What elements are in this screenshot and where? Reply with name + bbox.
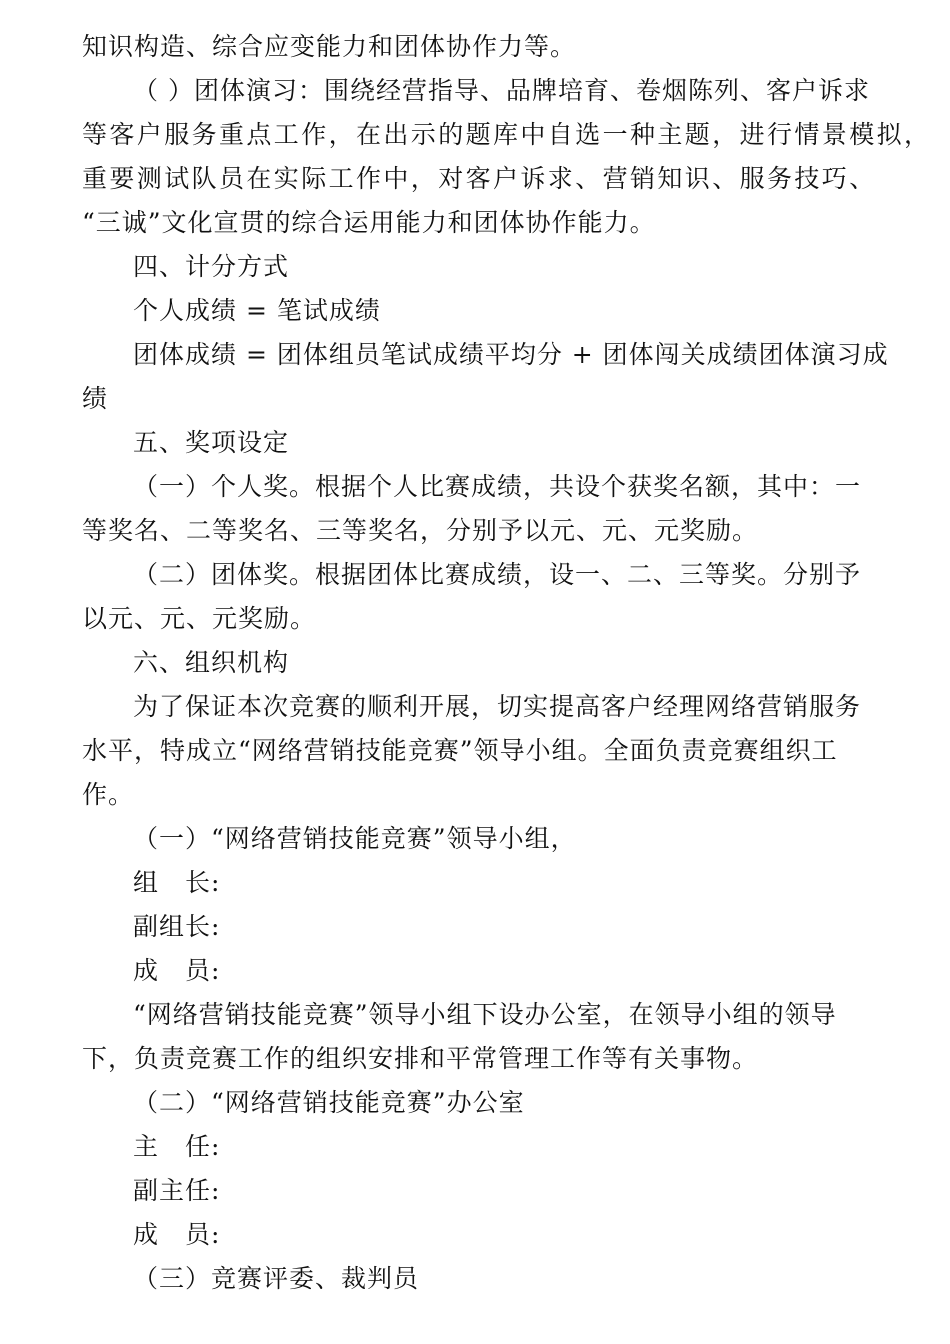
paragraph-line: 以元、元、元奖励。 — [82, 604, 317, 633]
team-score-formula: 团体成绩 = 团体组员笔试成绩平均分 + 团体闯关成绩团体演习成 — [133, 340, 889, 369]
paragraph-line: （ ）团体演习：围绕经营指导、品牌培育、卷烟陈列、客户诉求 — [133, 76, 870, 105]
director-field: 主 任: — [133, 1132, 221, 1161]
paragraph-line: “网络营销技能竞赛”领导小组下设办公室，在领导小组的领导 — [133, 1000, 837, 1029]
paragraph-line: 作。 — [82, 780, 135, 809]
subsection-heading: （三）竞赛评委、裁判员 — [133, 1264, 420, 1293]
individual-score-formula: 个人成绩 = 笔试成绩 — [133, 296, 381, 325]
paragraph-line: 重要测试队员在实际工作中，对客户诉求、营销知识、服务技巧、 — [82, 164, 877, 193]
paragraph-line: 知识构造、综合应变能力和团体协作力等。 — [82, 32, 577, 61]
subsection-heading: （一）“网络营销技能竞赛”领导小组， — [133, 824, 577, 853]
section-heading: 六、组织机构 — [133, 648, 290, 677]
section-heading: 四、计分方式 — [133, 252, 290, 281]
paragraph-line: 等客户服务重点工作，在出示的题库中自选一种主题，进行情景模拟， — [82, 120, 932, 149]
paragraph-line: 等奖名、二等奖名、三等奖名，分别予以元、元、元奖励。 — [82, 516, 759, 545]
members-field: 成 员: — [133, 1220, 221, 1249]
team-award: （二）团体奖。根据团体比赛成绩，设一、二、三等奖。分别予 — [133, 560, 862, 589]
subsection-heading: （二）“网络营销技能竞赛”办公室 — [133, 1088, 525, 1117]
paragraph-line: 绩 — [82, 384, 109, 413]
members-field: 成 员: — [133, 956, 221, 985]
section-heading: 五、奖项设定 — [133, 428, 290, 457]
deputy-leader-field: 副组长: — [133, 912, 221, 941]
deputy-director-field: 副主任: — [133, 1176, 221, 1205]
individual-award: （一）个人奖。根据个人比赛成绩，共设个获奖名额，其中：一 — [133, 472, 862, 501]
paragraph-line: 水平，特成立“网络营销技能竞赛”领导小组。全面负责竞赛组织工 — [82, 736, 838, 765]
paragraph-line: “三诚”文化宣贯的综合运用能力和团体协作能力。 — [82, 208, 656, 237]
leader-field: 组 长: — [133, 868, 221, 897]
paragraph-line: 为了保证本次竞赛的顺利开展，切实提高客户经理网络营销服务 — [133, 692, 862, 721]
paragraph-line: 下，负责竞赛工作的组织安排和平常管理工作等有关事物。 — [82, 1044, 759, 1073]
